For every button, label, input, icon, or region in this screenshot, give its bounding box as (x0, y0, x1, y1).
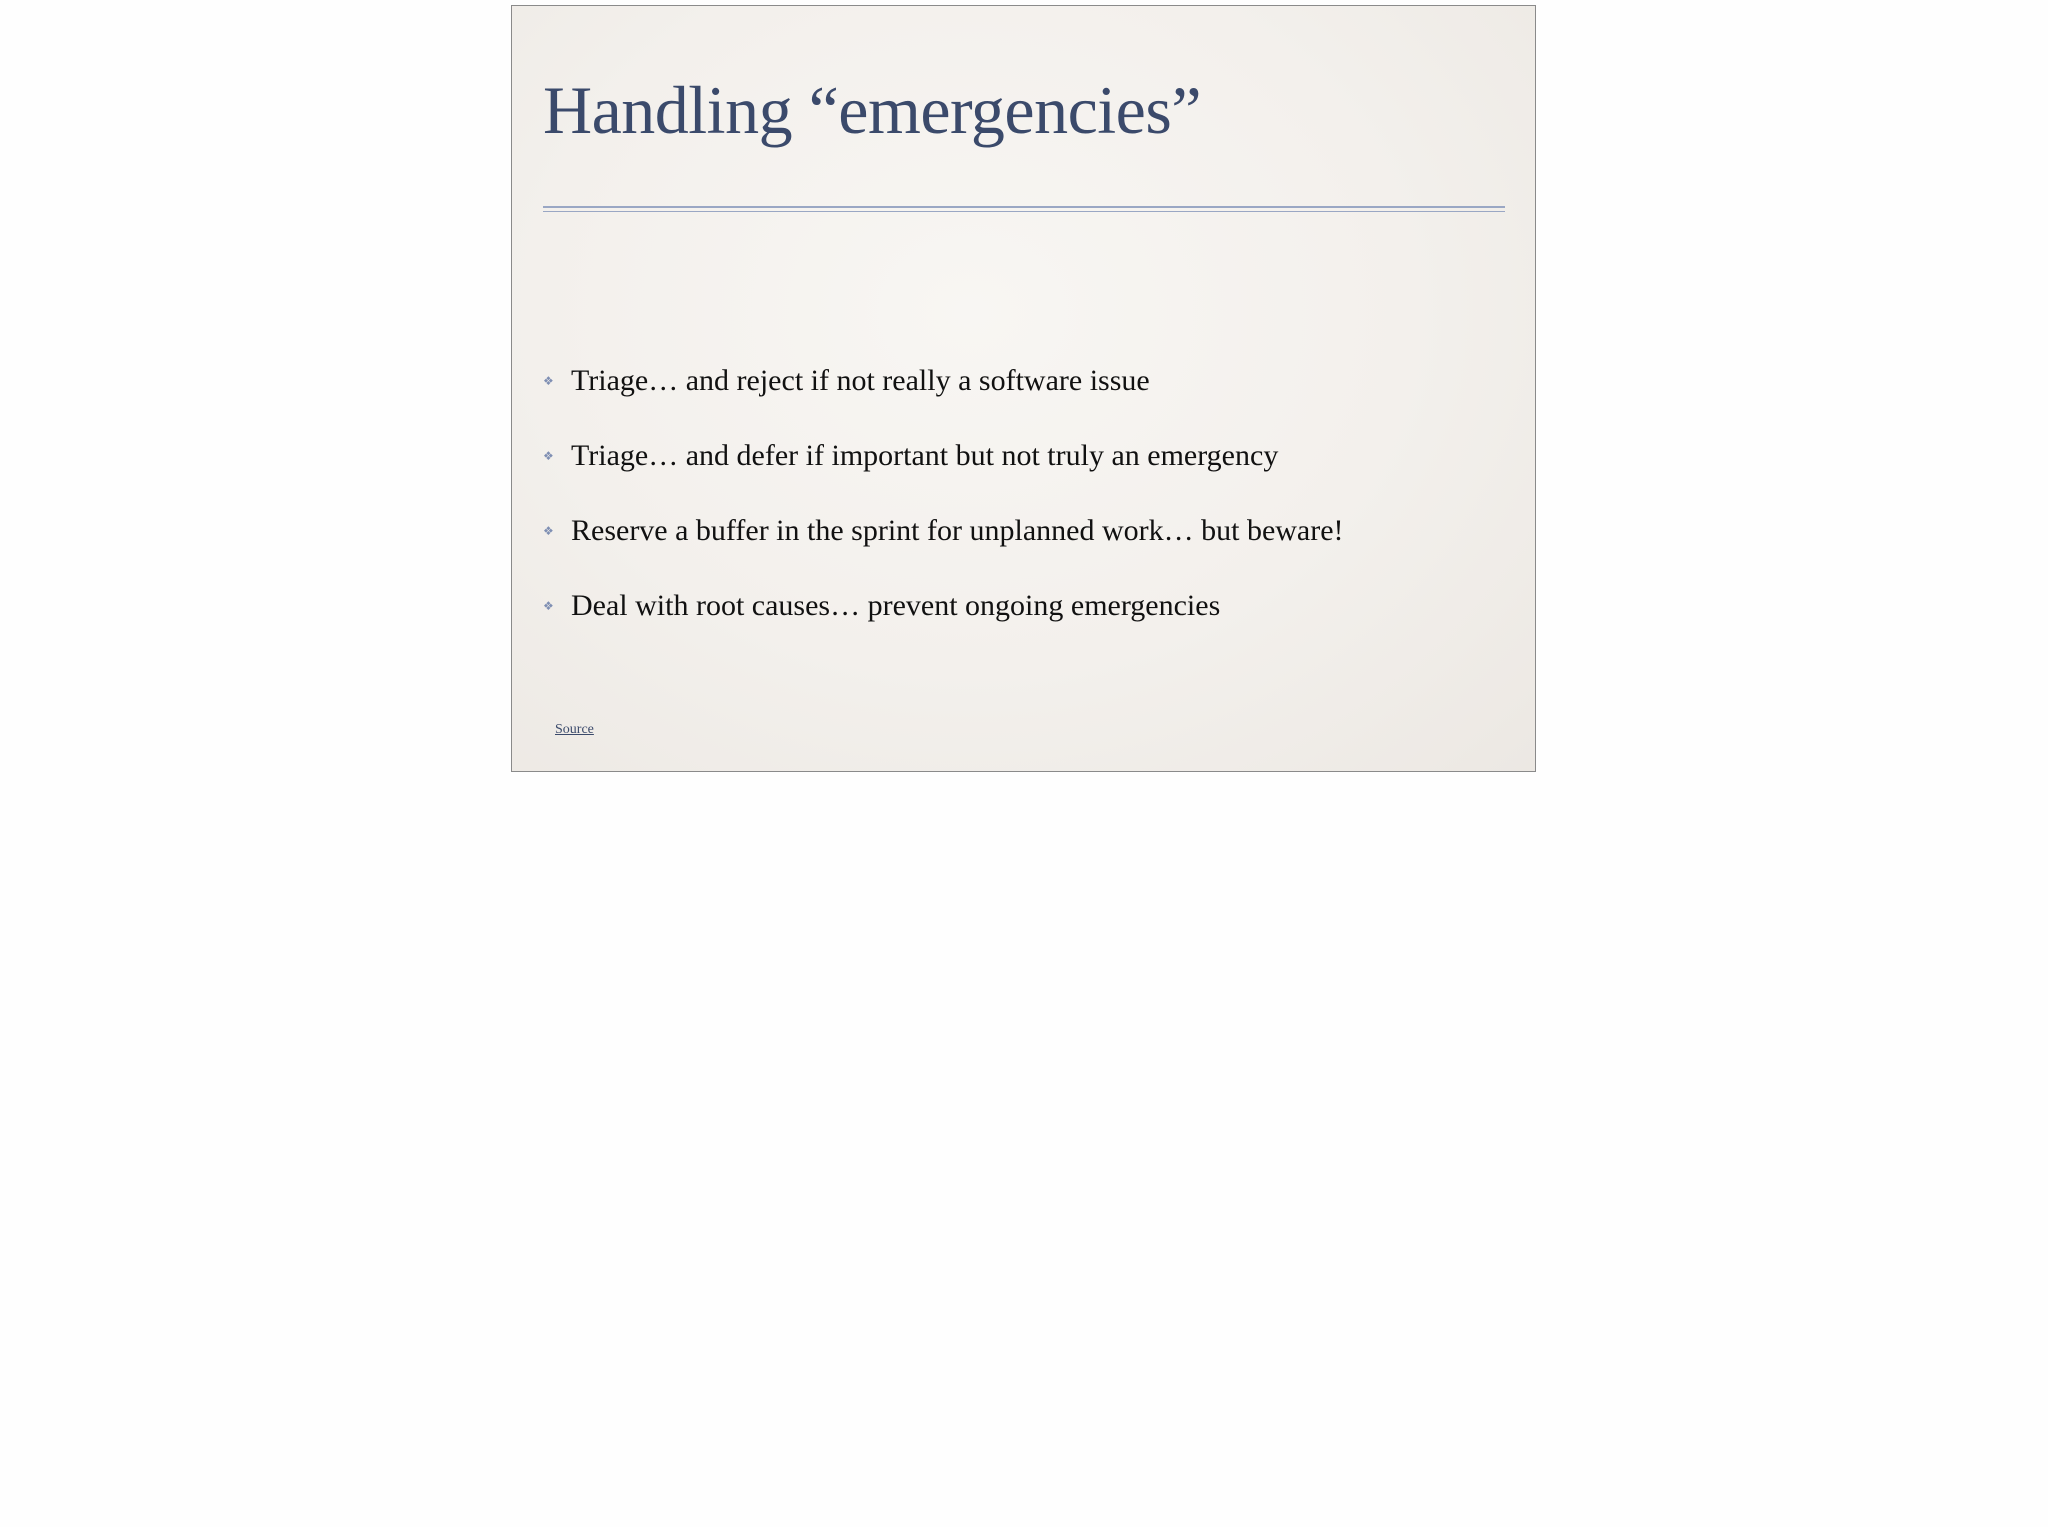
bullet-text: Deal with root causes… prevent ongoing emergencies (571, 589, 1221, 622)
bullet-item (543, 439, 1344, 514)
fleuron-bullet-icon: ❖ (543, 524, 554, 538)
bullet-text: Triage… and reject if not really a software issue (571, 364, 1150, 397)
bullet-item (543, 364, 1344, 439)
bullet-item (543, 514, 1344, 589)
bullet-list (543, 364, 1344, 664)
slide (511, 5, 1536, 772)
fleuron-bullet-icon: ❖ (543, 449, 554, 463)
fleuron-bullet-icon: ❖ (543, 599, 554, 613)
bullet-text: Reserve a buffer in the sprint for unplanned work… but beware! (571, 514, 1344, 547)
fleuron-bullet-icon: ❖ (543, 374, 554, 388)
source-link[interactable]: Source (555, 722, 594, 737)
bullet-text: Triage… and defer if important but not truly an emergency (571, 439, 1279, 472)
bullet-item (543, 589, 1344, 664)
slide-title: Handling “emergencies” (543, 72, 1202, 148)
title-divider (543, 206, 1505, 212)
